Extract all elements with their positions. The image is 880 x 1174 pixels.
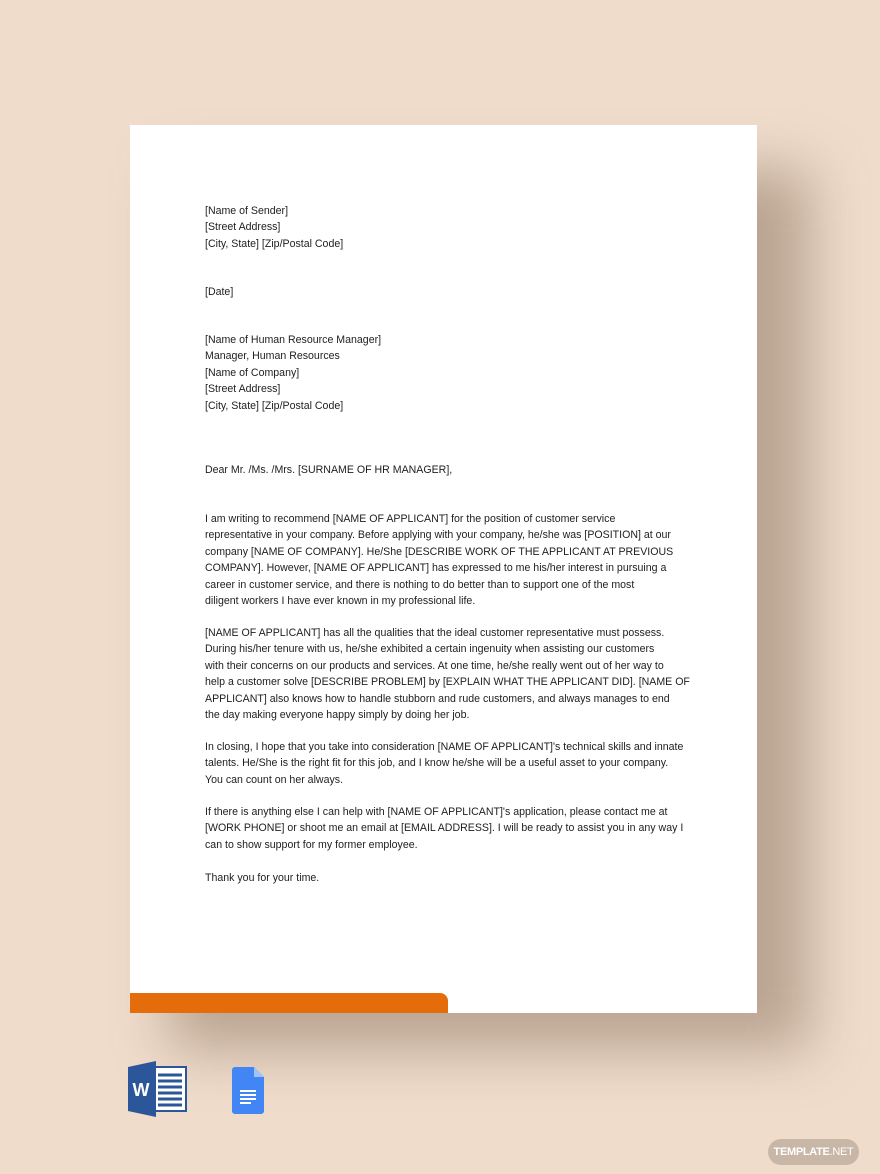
paragraph-3 [205,739,683,788]
text-line: In closing, I hope that you take into consideration [NAME OF APPLICANT]'s technical skills and innate [205,741,684,753]
text-line: [NAME OF APPLICANT] has all the qualities that the ideal customer representative must possess. [205,627,665,639]
text-line: the day making everyone happy simply by doing her job. [205,709,470,722]
text-line: APPLICANT] also knows how to handle stubborn and rude customers, and always manages to end [205,692,670,705]
accent-bar [130,993,448,1013]
letter-page [130,125,757,1013]
template-net-badge[interactable] [768,1139,859,1165]
sender-street: [Street Address] [205,221,281,234]
text-line: company [NAME OF COMPANY]. He/She [DESCRIBE WORK OF THE APPLICANT AT PREVIOUS [205,545,674,558]
recipient-line: Manager, Human Resources [205,350,340,363]
badge-brand: TEMPLATE [773,1146,830,1158]
word-icon[interactable] [128,1061,188,1122]
recipient-line: [City, State] [Zip/Postal Code] [205,399,344,412]
text-line: help a customer solve [DESCRIBE PROBLEM] by [EXPLAIN WHAT THE APPLICANT DID]. [NAME OF [205,676,690,689]
text-line: You can count on her always. [205,773,344,786]
text-line: [WORK PHONE] or shoot me an email at [EMAIL ADDRESS]. I will be ready to assist you in any way I [205,822,684,835]
closing: Thank you for your time. [205,872,320,884]
text-line: I am writing to recommend [NAME OF APPLICANT] for the position of customer service [205,513,616,525]
date: [Date] [205,286,234,298]
sender-name: [Name of Sender] [205,205,289,217]
text-line: career in customer service, and there is nothing to do better than to support one of the most [205,578,635,591]
sender-address [205,203,343,252]
text-line: If there is anything else I can help with [NAME OF APPLICANT]'s application, please contact me at [205,806,668,818]
text-line: can to show support for my former employee. [205,838,418,851]
text-line: talents. He/She is the right fit for this job, and I know he/she will be a useful asset to your company. [205,757,669,770]
paragraph-1 [205,511,673,609]
text-line: representative in your company. Before applying with your company, he/she was [POSITION] at our [205,529,671,542]
badge-domain: .NET [829,1146,854,1158]
svg-text:W: W [132,1080,150,1100]
recipient-line: [Street Address] [205,383,281,396]
sender-city: [City, State] [Zip/Postal Code] [205,237,344,250]
recipient-line: [Name of Human Resource Manager] [205,334,382,346]
text-line: During his/her tenure with us, he/she exhibited a certain ingenuity when assisting our customers [205,643,655,656]
recipient-line: [Name of Company] [205,366,300,379]
salutation: Dear Mr. /Ms. /Mrs. [SURNAME OF HR MANAGER], [205,464,453,476]
text-line: COMPANY]. However, [NAME OF APPLICANT] has expressed to me his/her interest in pursuing a [205,562,667,575]
text-line: with their concerns on our products and services. At one time, he/she really went out of her way to [205,659,664,672]
recipient-address [205,332,381,414]
google-docs-icon[interactable] [232,1067,264,1119]
text-line: diligent workers I have ever known in my professional life. [205,595,476,608]
paragraph-4 [205,804,683,853]
paragraph-2 [205,625,690,723]
